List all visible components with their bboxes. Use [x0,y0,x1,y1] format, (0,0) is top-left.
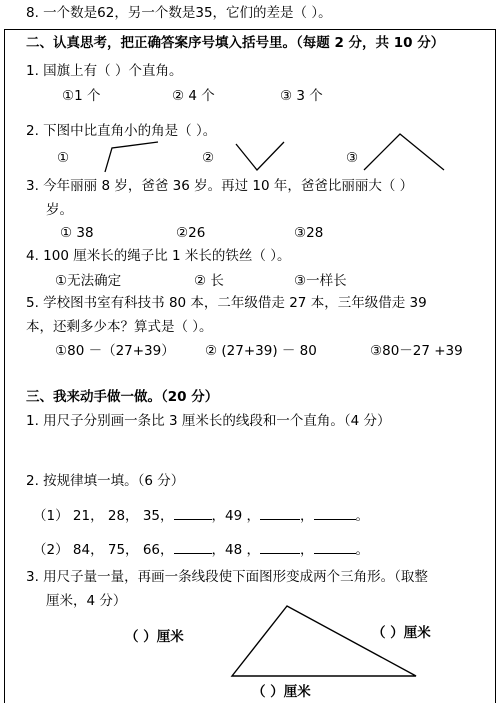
triangle-right-side-label: （ ）厘米 [372,625,431,641]
q3-text-line2: 岁。 [46,202,73,218]
q5-text-line1: 5. 学校图书室有科技书 80 本，二年级借走 27 本，三年级借走 39 [26,295,427,311]
q5-text-line2: 本，还剩多少本？算式是（ ）。 [26,319,213,335]
q5-option-1: ①80 －（27+39） [55,343,175,359]
previous-question-8: 8. 一个数是62，另一个数是35，它们的差是（ ）。 [26,5,332,21]
s3-q1-text: 1. 用尺子分别画一条比 3 厘米长的线段和一个直角。（4 分） [26,413,391,429]
q2-option-2: ② [202,150,215,166]
sequence-2-label: （2） [33,542,69,558]
q3-option-2: ②26 [176,225,206,241]
sequence-1-period: 。 [355,508,369,524]
s3-q2-text: 2. 按规律填一填。（6 分） [26,473,185,489]
q4-text: 4. 100 厘米长的绳子比 1 米长的铁丝（ ）。 [26,248,291,264]
sequence-1-label: （1） [33,508,69,524]
sequence-2-middle: ，48 ， [211,542,260,558]
sequence-1-numbers: 21， 28， 35， [72,508,174,524]
q5-option-2: ② (27+39) － 80 [205,343,317,359]
q1-option-2: ② 4 个 [172,88,215,104]
q3-option-1: ① 38 [60,225,94,241]
sequence-2-period: 。 [355,542,369,558]
q4-option-3: ③一样长 [294,273,347,289]
triangle-left-side-label: （ ）厘米 [125,629,184,645]
q1-option-1: ①1 个 [62,88,101,104]
q5-option-3: ③80－27 +39 [370,343,463,359]
section3-title: 三、我来动手做一做。（20 分） [26,389,219,405]
sequence-1-separator: ， [300,508,314,524]
q2-text: 2. 下图中比直角小的角是（ ）。 [26,123,217,139]
q3-text-line1: 3. 今年丽丽 8 岁，爸爸 36 岁。再过 10 年，爸爸比丽丽大（ ） [26,178,414,194]
q1-option-3: ③ 3 个 [280,88,323,104]
q3-option-3: ③28 [294,225,324,241]
q2-option-1: ① [57,150,70,166]
s3-q3-text-line1: 3. 用尺子量一量，再画一条线段使下面图形变成两个三角形。（取整 [26,569,428,585]
s3-q3-text-line2: 厘米，4 分） [46,593,127,609]
triangle-bottom-side-label: （ ）厘米 [252,684,311,700]
sequence-2-separator: ， [300,542,314,558]
sequence-1-middle: ，49 ， [211,508,260,524]
sequence-2-numbers: 84， 75， 66， [72,542,174,558]
section2-title: 二、认真思考，把正确答案序号填入括号里。（每题 2 分，共 10 分） [26,35,445,51]
q4-option-2: ② 长 [194,273,224,289]
q4-option-1: ①无法确定 [55,273,122,289]
q2-option-3: ③ [346,150,359,166]
q1-text: 1. 国旗上有（ ）个直角。 [26,63,183,79]
